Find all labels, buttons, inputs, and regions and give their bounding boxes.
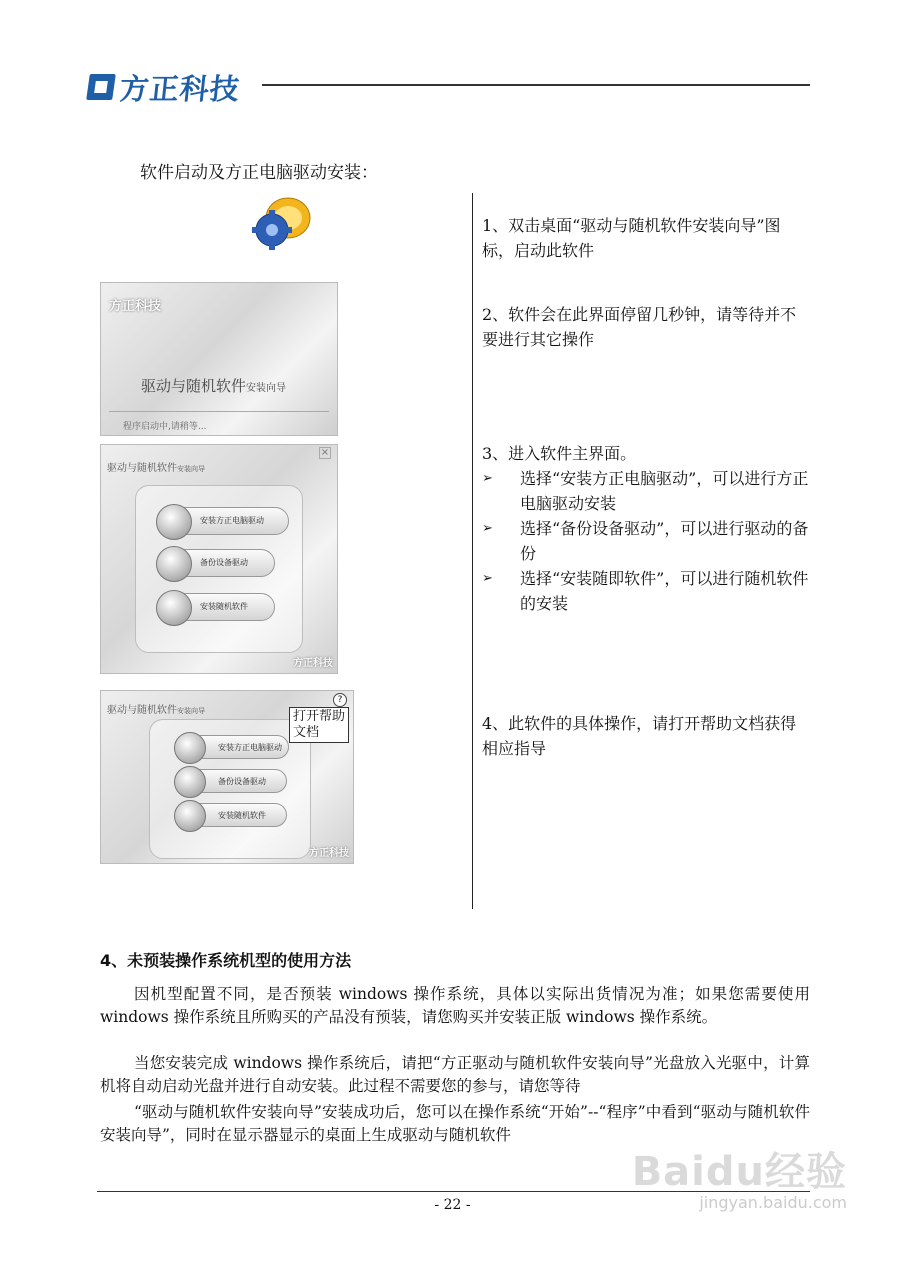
watermark-url: jingyan.baidu.com bbox=[699, 1193, 847, 1212]
splash-title-small: 安装向导 bbox=[246, 383, 287, 394]
section-title: 软件启动及方正电脑驱动安装： bbox=[140, 163, 378, 183]
arrow-bullet-icon: ➢ bbox=[482, 521, 493, 536]
help-software-icon bbox=[174, 800, 206, 832]
help-driver-icon bbox=[174, 732, 206, 764]
install-driver-button[interactable] bbox=[159, 507, 289, 535]
header-divider bbox=[262, 84, 810, 86]
close-icon[interactable]: × bbox=[320, 447, 330, 458]
desktop-wizard-icon[interactable] bbox=[248, 192, 312, 256]
bullet-text: 选择“安装随即软件”，可以进行随机软件的安装 bbox=[520, 569, 809, 613]
baidu-watermark bbox=[632, 1140, 847, 1212]
step-3-bullet bbox=[482, 466, 812, 516]
help-install-driver-label: 安装方正电脑驱动 bbox=[218, 743, 282, 752]
help-window-title bbox=[107, 701, 205, 716]
backup-driver-button[interactable] bbox=[159, 549, 275, 577]
step-4-text: 4、此软件的具体操作，请打开帮助文档获得相应指导 bbox=[482, 714, 797, 758]
main-window-title bbox=[107, 459, 205, 474]
install-software-button[interactable] bbox=[159, 593, 275, 621]
splash-divider bbox=[109, 411, 329, 412]
page-number: - 22 - bbox=[434, 1197, 471, 1213]
main-title-text: 驱动与随机软件 bbox=[107, 463, 177, 474]
paragraph: 因机型配置不同，是否预装 windows 操作系统，具体以实际出货情况为准；如果您需要使用 windows 操作系统且所购买的产品没有预装，请您购买并安装正版 windows 操作系统。 bbox=[100, 985, 810, 1026]
bullet-text: 选择“安装方正电脑驱动”，可以进行方正电脑驱动安装 bbox=[520, 469, 809, 513]
help-title-text: 驱动与随机软件 bbox=[107, 705, 177, 716]
driver-install-icon bbox=[156, 504, 192, 540]
step-3-intro: 3、进入软件主界面。 bbox=[482, 444, 637, 463]
help-gear-icon bbox=[174, 766, 206, 798]
main-brand-logo: 方正科技 bbox=[293, 658, 333, 669]
step-2-text: 2、软件会在此界面停留几秒钟，请等待并不要进行其它操作 bbox=[482, 305, 797, 349]
help-callout: 打开帮助文档 bbox=[289, 707, 349, 743]
backup-driver-label: 备份设备驱动 bbox=[200, 558, 248, 567]
splash-screenshot bbox=[100, 282, 338, 436]
section-4-title: 4、未预装操作系统机型的使用方法 bbox=[100, 951, 352, 970]
help-backup-driver-button[interactable] bbox=[177, 769, 287, 793]
main-window-screenshot bbox=[100, 444, 338, 674]
help-brand-logo: 方正科技 bbox=[309, 848, 349, 859]
help-icon[interactable]: ? bbox=[333, 693, 347, 707]
help-install-software-button[interactable] bbox=[177, 803, 287, 827]
help-install-driver-button[interactable] bbox=[177, 735, 289, 759]
splash-title: 驱动与随机软件 bbox=[141, 377, 247, 395]
brand-name: 方正科技 bbox=[118, 71, 242, 106]
help-title-small: 安装向导 bbox=[177, 707, 205, 715]
main-title-small: 安装向导 bbox=[177, 465, 205, 473]
help-backup-driver-label: 备份设备驱动 bbox=[218, 777, 266, 786]
install-driver-label: 安装方正电脑驱动 bbox=[200, 516, 264, 525]
arrow-bullet-icon: ➢ bbox=[482, 471, 493, 486]
backup-gear-icon bbox=[156, 546, 192, 582]
brand-logo bbox=[88, 70, 240, 104]
splash-title-wrap bbox=[141, 375, 286, 396]
splash-status: 程序启动中,请稍等... bbox=[123, 422, 207, 432]
install-software-label: 安装随机软件 bbox=[200, 602, 248, 611]
step-3-block bbox=[482, 441, 812, 616]
paragraph: “驱动与随机软件安装向导”安装成功后，您可以在操作系统“开始”--“程序”中看到“驱动与随机软件安装向导”，同时在显示器显示的桌面上生成驱动与随机软件 bbox=[100, 1103, 810, 1144]
bullet-text: 选择“备份设备驱动”，可以进行驱动的备份 bbox=[520, 519, 809, 563]
paragraph: 当您安装完成 windows 操作系统后，请把“方正驱动与随机软件安装向导”光盘放入光驱中，计算机将自动启动光盘并进行自动安装。此过程不需要您的参与，请您等待 bbox=[100, 1054, 810, 1095]
watermark-logo: Baidu经验 bbox=[631, 1149, 847, 1195]
software-install-icon bbox=[156, 590, 192, 626]
help-install-software-label: 安装随机软件 bbox=[218, 811, 266, 820]
splash-brand: 方正科技 bbox=[109, 299, 162, 314]
founder-logo-icon bbox=[86, 74, 116, 100]
column-divider bbox=[472, 193, 473, 909]
help-window-screenshot bbox=[100, 690, 354, 864]
arrow-bullet-icon: ➢ bbox=[482, 571, 493, 586]
step-3-bullet bbox=[482, 566, 812, 616]
step-1-text: 1、双击桌面“驱动与随机软件安装向导”图标，启动此软件 bbox=[482, 216, 781, 260]
step-3-bullet bbox=[482, 516, 812, 566]
